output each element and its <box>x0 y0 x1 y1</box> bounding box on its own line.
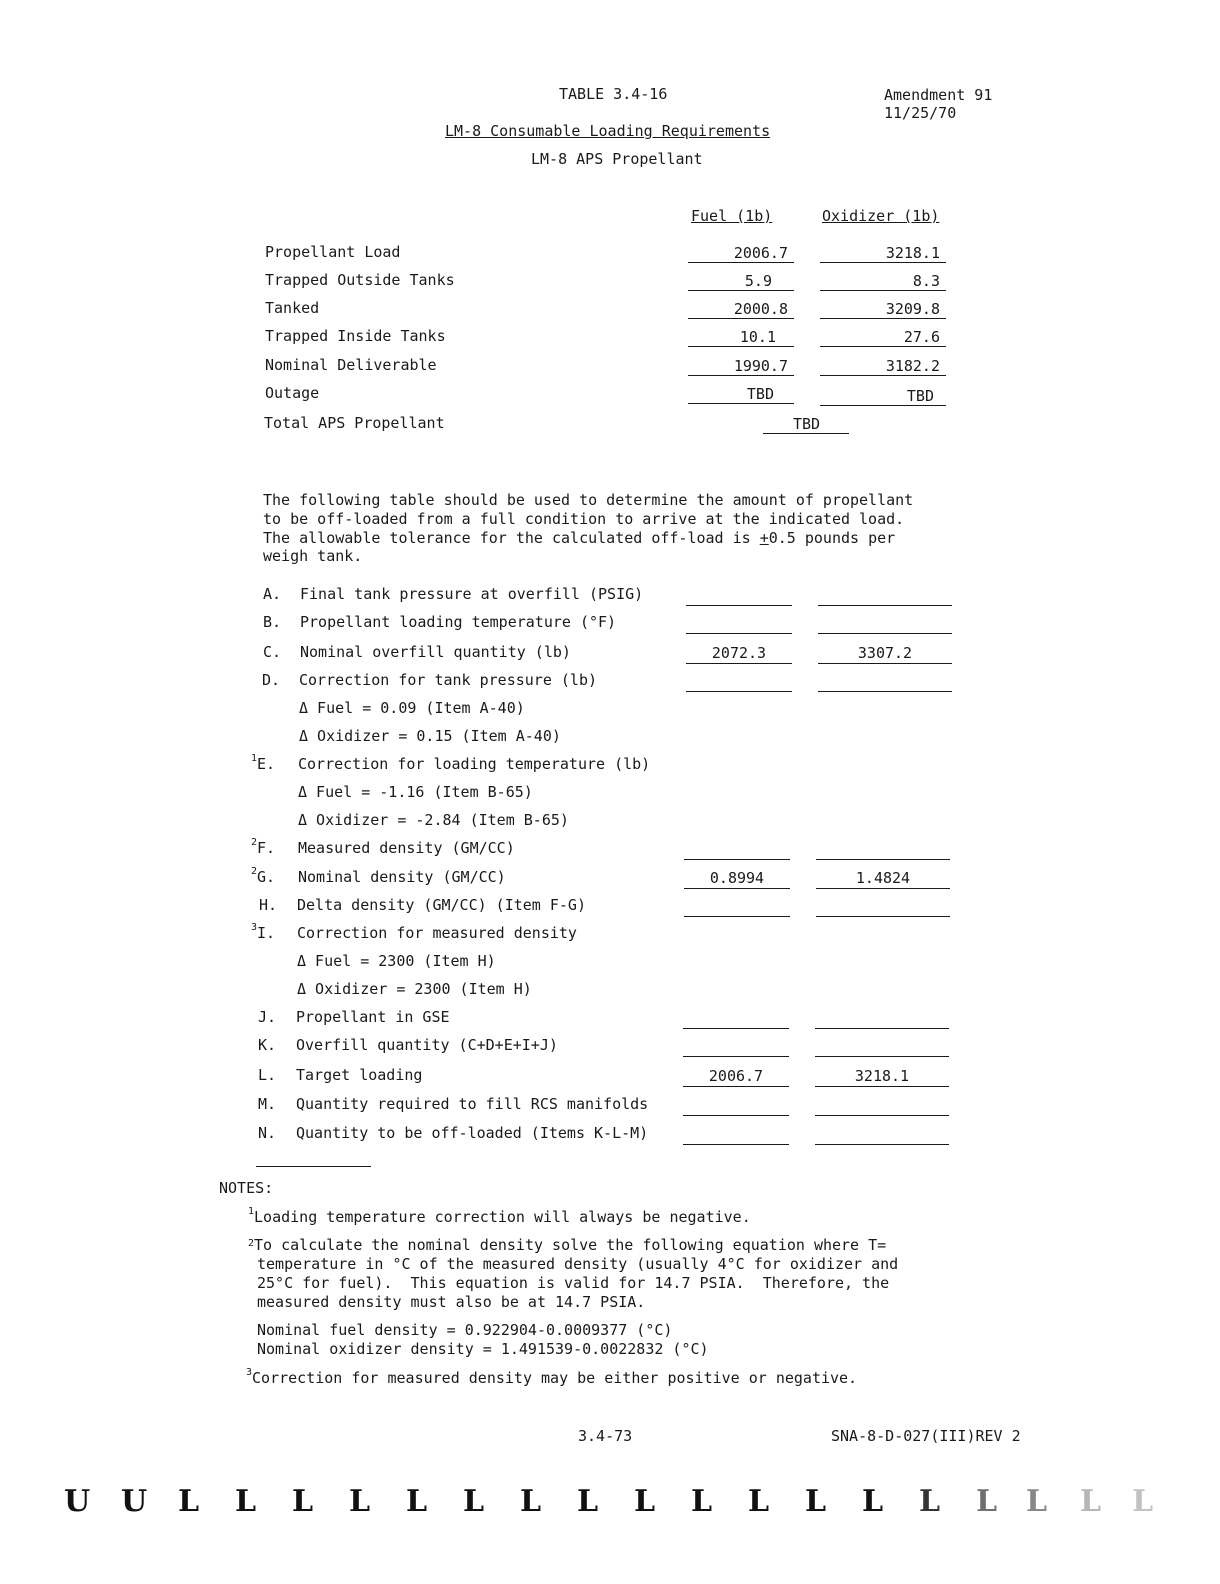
table-number: TABLE 3.4-16 <box>559 85 668 103</box>
instruction-line-3: The allowable tolerance for the calculated off-load is +0.5 pounds per <box>263 529 896 547</box>
item-letter: A. <box>263 585 282 603</box>
item-n-oxidizer <box>815 1124 949 1145</box>
fuel-value: TBD <box>688 384 794 404</box>
note-3: $^3$Correction for measured density may be either positive or negative. <box>246 1367 858 1387</box>
row-label: Propellant Load <box>265 243 401 261</box>
row-label: Outage <box>265 384 320 402</box>
oxidizer-value: 3209.8 <box>820 299 946 319</box>
oxidizer-value: 27.6 <box>820 327 946 347</box>
edge-mark: L <box>748 1484 770 1519</box>
item-letter: C. <box>263 643 282 661</box>
notes-heading: NOTES: <box>219 1179 274 1197</box>
edge-mark: L <box>919 1484 941 1519</box>
item-m-fuel <box>683 1095 789 1116</box>
item-text: Final tank pressure at overfill (PSIG) <box>300 585 644 603</box>
row-label: Tanked <box>265 299 320 317</box>
item-text: Nominal overfill quantity (lb) <box>300 643 571 661</box>
item-f-oxidizer <box>816 839 950 860</box>
item-c-fuel: 2072.3 <box>686 643 792 664</box>
note-2-line-2: temperature in °C of the measured density (usually 4°C for oxidizer and <box>257 1255 899 1273</box>
edge-mark: L <box>1080 1484 1102 1519</box>
row-label: Trapped Inside Tanks <box>265 327 446 345</box>
item-g-fuel: 0.8994 <box>684 868 790 889</box>
item-letter: D. <box>262 671 281 689</box>
oxidizer-value: 3182.2 <box>820 356 946 376</box>
item-d-fuel <box>686 671 792 692</box>
item-g-oxidizer: 1.4824 <box>816 868 950 889</box>
edge-mark: L <box>1132 1484 1154 1519</box>
item-text: Quantity required to fill RCS manifolds <box>296 1095 649 1113</box>
item-text: Correction for loading temperature (lb) <box>298 755 651 773</box>
amendment-label: Amendment 91 <box>884 86 993 104</box>
document-id: SNA-8-D-027(III)REV 2 <box>831 1427 1021 1445</box>
item-text: Measured density (GM/CC) <box>298 839 515 857</box>
edge-mark: L <box>634 1484 656 1519</box>
oxidizer-value: 3218.1 <box>820 243 946 263</box>
item-j-oxidizer <box>815 1008 949 1029</box>
edge-mark: L <box>406 1484 428 1519</box>
edge-mark: L <box>805 1484 827 1519</box>
row-label: Nominal Deliverable <box>265 356 437 374</box>
item-h-oxidizer <box>816 896 950 917</box>
instruction-line-4: weigh tank. <box>263 547 363 565</box>
table-subtitle: LM-8 APS Propellant <box>531 150 703 168</box>
row-label: Trapped Outside Tanks <box>265 271 455 289</box>
instruction-line-1: The following table should be used to determine the amount of propellant <box>263 491 914 509</box>
page-number: 3.4-73 <box>578 1427 633 1445</box>
item-text: Propellant in GSE <box>296 1008 450 1026</box>
item-d-oxidizer-delta: Δ Oxidizer = 0.15 (Item A-40) <box>299 727 561 745</box>
edge-mark: L <box>1026 1484 1048 1519</box>
item-m-oxidizer <box>815 1095 949 1116</box>
item-letter: $^1$E. <box>251 753 276 773</box>
item-l-oxidizer: 3218.1 <box>815 1066 949 1087</box>
item-text: Overfill quantity (C+D+E+I+J) <box>296 1036 558 1054</box>
item-k-oxidizer <box>815 1036 949 1057</box>
edge-mark: L <box>577 1484 599 1519</box>
item-b-fuel <box>686 613 792 634</box>
item-i-fuel-delta: Δ Fuel = 2300 (Item H) <box>297 952 496 970</box>
item-letter: $^2$F. <box>251 837 276 857</box>
fuel-value: 2006.7 <box>688 243 794 263</box>
item-letter: N. <box>258 1124 277 1142</box>
oxidizer-value: 8.3 <box>820 271 946 291</box>
item-e-oxidizer-delta: Δ Oxidizer = -2.84 (Item B-65) <box>298 811 569 829</box>
item-i-oxidizer-delta: Δ Oxidizer = 2300 (Item H) <box>297 980 532 998</box>
edge-mark: U <box>121 1484 148 1519</box>
total-value: TBD <box>763 414 849 434</box>
edge-mark: L <box>862 1484 884 1519</box>
item-a-oxidizer <box>818 585 952 606</box>
item-letter: K. <box>258 1036 277 1054</box>
plus-minus-sign: + <box>759 529 769 547</box>
item-d-fuel-delta: Δ Fuel = 0.09 (Item A-40) <box>299 699 525 717</box>
fuel-column-header: Fuel (1b) <box>691 207 773 225</box>
edge-mark: L <box>463 1484 485 1519</box>
edge-mark: L <box>691 1484 713 1519</box>
note-2-line-3: 25°C for fuel). This equation is valid for 14.7 PSIA. Therefore, the <box>257 1274 890 1292</box>
notes-divider <box>256 1166 371 1167</box>
item-l-fuel: 2006.7 <box>683 1066 789 1087</box>
item-text: Quantity to be off-loaded (Items K-L-M) <box>296 1124 649 1142</box>
edge-mark: U <box>64 1484 91 1519</box>
equation-fuel-density: Nominal fuel density = 0.922904-0.0009377 (°C) <box>257 1321 673 1339</box>
oxidizer-value: TBD <box>820 386 946 406</box>
fuel-value: 5.9 <box>688 271 794 291</box>
item-text: Propellant loading temperature (°F) <box>300 613 617 631</box>
item-text: Target loading <box>296 1066 423 1084</box>
item-a-fuel <box>686 585 792 606</box>
item-text: Correction for tank pressure (lb) <box>299 671 598 689</box>
edge-mark: L <box>976 1484 998 1519</box>
instruction-line-2: to be off-loaded from a full condition to arrive at the indicated load. <box>263 510 905 528</box>
oxidizer-column-header: Oxidizer (1b) <box>822 207 940 225</box>
fuel-value: 10.1 <box>688 327 794 347</box>
item-letter: M. <box>258 1095 277 1113</box>
item-c-oxidizer: 3307.2 <box>818 643 952 664</box>
item-text: Delta density (GM/CC) (Item F-G) <box>297 896 586 914</box>
item-letter: H. <box>259 896 278 914</box>
note-2-line-4: measured density must also be at 14.7 PSIA. <box>257 1293 646 1311</box>
note-2-line-1: $^2$To calculate the nominal density solve the following equation where T= <box>248 1236 887 1254</box>
equation-oxidizer-density: Nominal oxidizer density = 1.491539-0.0022832 (°C) <box>257 1340 709 1358</box>
amendment-date: 11/25/70 <box>884 104 957 122</box>
item-letter: B. <box>263 613 282 631</box>
item-letter: L. <box>258 1066 277 1084</box>
edge-mark: L <box>178 1484 200 1519</box>
table-title: LM-8 Consumable Loading Requirements <box>445 122 771 140</box>
item-e-fuel-delta: Δ Fuel = -1.16 (Item B-65) <box>298 783 533 801</box>
item-b-oxidizer <box>818 613 952 634</box>
fuel-value: 2000.8 <box>688 299 794 319</box>
item-letter: $^2$G. <box>251 866 276 886</box>
item-k-fuel <box>683 1036 789 1057</box>
edge-mark: L <box>292 1484 314 1519</box>
note-1: $^1$Loading temperature correction will always be negative. <box>248 1206 751 1226</box>
item-text: Nominal density (GM/CC) <box>298 868 506 886</box>
item-letter: J. <box>258 1008 277 1026</box>
item-h-fuel <box>684 896 790 917</box>
edge-mark: L <box>349 1484 371 1519</box>
edge-mark: L <box>235 1484 257 1519</box>
item-text: Correction for measured density <box>297 924 577 942</box>
fuel-value: 1990.7 <box>688 356 794 376</box>
item-f-fuel <box>684 839 790 860</box>
edge-mark: L <box>520 1484 542 1519</box>
item-d-oxidizer <box>818 671 952 692</box>
item-n-fuel <box>683 1124 789 1145</box>
total-label: Total APS Propellant <box>264 414 445 432</box>
item-j-fuel <box>683 1008 789 1029</box>
item-letter: $^3$I. <box>251 922 276 942</box>
